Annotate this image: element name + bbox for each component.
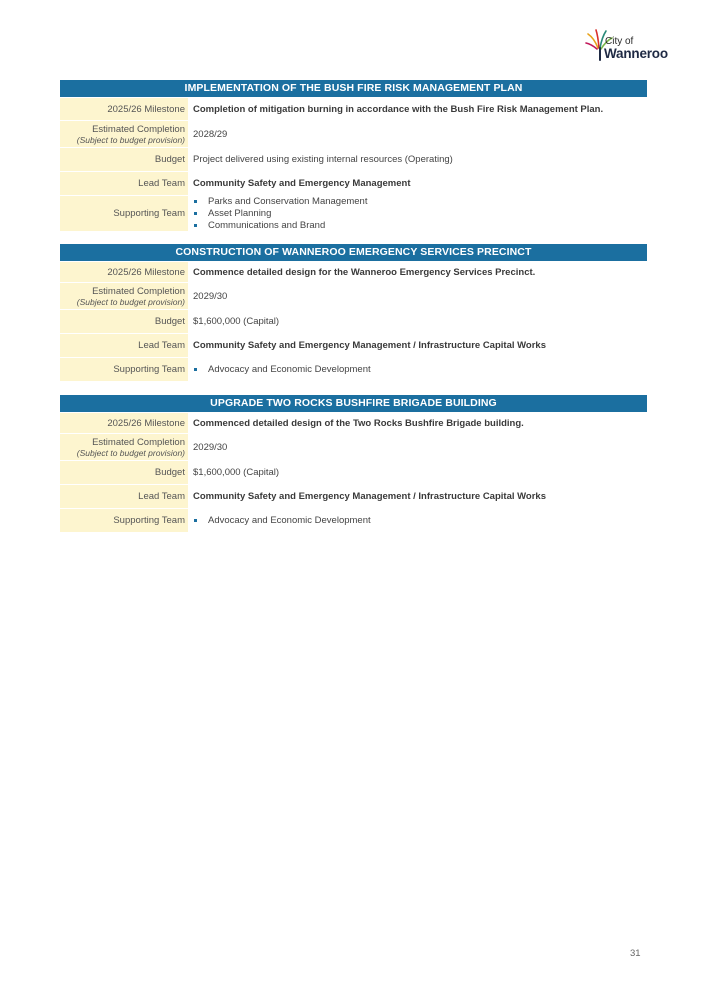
support-item: Communications and Brand (193, 220, 367, 232)
milestone-label: 2025/26 Milestone (60, 262, 188, 282)
section-two-rocks-brigade (60, 395, 647, 532)
lead-value: Community Safety and Emergency Management / Infrastructure Capital Works (193, 491, 546, 502)
section-bush-fire-plan (60, 80, 647, 231)
support-list (193, 515, 371, 527)
support-list (193, 364, 371, 376)
milestone-label: 2025/26 Milestone (60, 413, 188, 433)
completion-label: Estimated Completion (92, 123, 185, 135)
budget-label: Budget (60, 310, 188, 333)
completion-row (60, 121, 647, 147)
budget-label: Budget (60, 461, 188, 484)
completion-label-cell (60, 283, 188, 309)
section-header: CONSTRUCTION OF WANNEROO EMERGENCY SERVICES PRECINCT (60, 244, 647, 261)
lead-row (60, 172, 647, 195)
milestone-row (60, 98, 647, 120)
section-header: UPGRADE TWO ROCKS BUSHFIRE BRIGADE BUILDING (60, 395, 647, 412)
lead-row (60, 334, 647, 357)
budget-row (60, 461, 647, 484)
section-header: IMPLEMENTATION OF THE BUSH FIRE RISK MANAGEMENT PLAN (60, 80, 647, 97)
completion-label: Estimated Completion (92, 285, 185, 297)
completion-value: 2029/30 (193, 441, 228, 453)
support-item: Parks and Conservation Management (193, 196, 367, 208)
lead-row (60, 485, 647, 508)
support-item: Advocacy and Economic Development (193, 364, 371, 376)
completion-sublabel: (Subject to budget provision) (76, 134, 185, 145)
completion-row (60, 283, 647, 309)
milestone-label: 2025/26 Milestone (60, 98, 188, 120)
support-value (188, 358, 647, 381)
budget-value: $1,600,000 (Capital) (193, 316, 280, 327)
support-list (193, 196, 367, 232)
completion-label: Estimated Completion (92, 436, 185, 448)
budget-label: Budget (60, 148, 188, 171)
support-label: Supporting Team (60, 358, 188, 381)
milestone-value: Commence detailed design for the Wanneroo Emergency Services Precinct. (193, 266, 536, 278)
logo-text-small: City of (605, 36, 634, 47)
support-label: Supporting Team (60, 509, 188, 532)
completion-value: 2028/29 (193, 128, 228, 140)
lead-label: Lead Team (60, 334, 188, 357)
page-number: 31 (630, 948, 641, 959)
completion-sublabel: (Subject to budget provision) (76, 447, 185, 458)
support-item: Advocacy and Economic Development (193, 515, 371, 527)
support-item: Asset Planning (193, 208, 367, 220)
support-row (60, 358, 647, 381)
milestone-row (60, 262, 647, 282)
completion-sublabel: (Subject to budget provision) (76, 296, 185, 307)
lead-value: Community Safety and Emergency Management (193, 178, 411, 189)
support-row (60, 509, 647, 532)
completion-label-cell (60, 434, 188, 460)
completion-value: 2029/30 (193, 290, 228, 302)
lead-value: Community Safety and Emergency Management / Infrastructure Capital Works (193, 340, 546, 351)
completion-label-cell (60, 121, 188, 147)
section-emergency-services-precinct (60, 244, 647, 381)
milestone-row (60, 413, 647, 433)
support-row (60, 196, 647, 231)
support-value (188, 196, 647, 231)
support-label: Supporting Team (60, 196, 188, 231)
support-value (188, 509, 647, 532)
logo-text-big: Wanneroo (604, 46, 668, 61)
completion-row (60, 434, 647, 460)
lead-label: Lead Team (60, 172, 188, 195)
milestone-value: Commenced detailed design of the Two Rocks Bushfire Brigade building. (193, 417, 524, 429)
budget-row (60, 148, 647, 171)
budget-row (60, 310, 647, 333)
milestone-value: Completion of mitigation burning in accordance with the Bush Fire Risk Management Plan. (193, 103, 604, 115)
lead-label: Lead Team (60, 485, 188, 508)
budget-value: $1,600,000 (Capital) (193, 467, 280, 478)
budget-value: Project delivered using existing internal resources (Operating) (193, 154, 453, 165)
